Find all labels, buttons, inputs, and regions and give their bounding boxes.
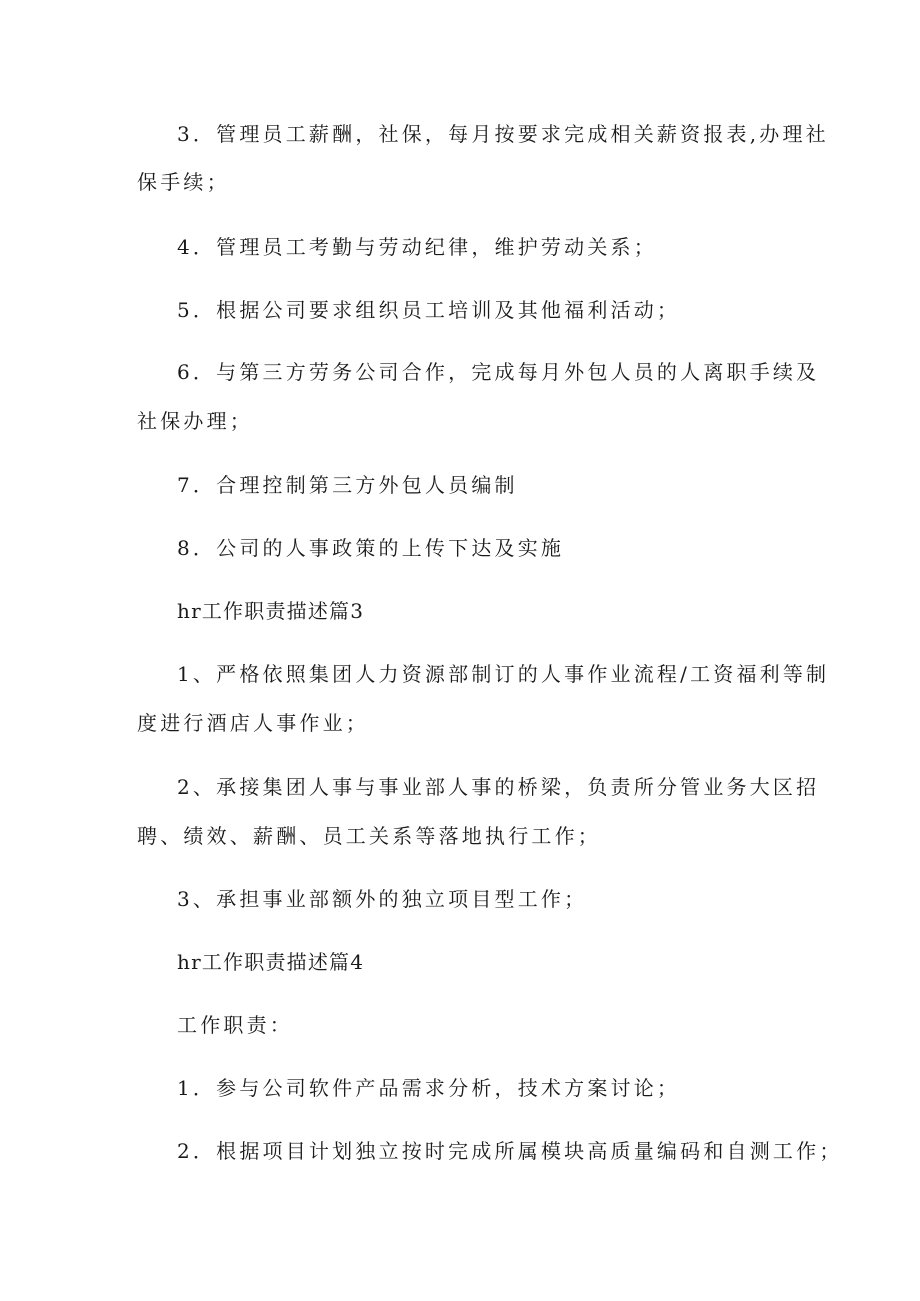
paragraph-3-line-2: 保手续； <box>137 170 230 194</box>
section-3-item-2-line-2: 聘、绩效、薪酬、员工关系等落地执行工作； <box>137 824 601 848</box>
paragraph-5: 5．根据公司要求组织员工培训及其他福利活动； <box>177 298 681 322</box>
section-3-item-2-line-1: 2、承接集团人事与事业部人事的桥梁，负责所分管业务大区招 <box>177 775 820 799</box>
section-heading-4: hr工作职责描述篇4 <box>177 950 365 974</box>
section-4-item-1: 1．参与公司软件产品需求分析，技术方案讨论； <box>177 1076 681 1100</box>
paragraph-6-line-1: 6．与第三方劳务公司合作，完成每月外包人员的人离职手续及 <box>177 360 820 384</box>
paragraph-8: 8．公司的人事政策的上传下达及实施 <box>177 536 565 560</box>
paragraph-4: 4．管理员工考勤与劳动纪律，维护劳动关系； <box>177 235 657 259</box>
section-3-item-1-line-2: 度进行酒店人事作业； <box>137 711 369 735</box>
paragraph-7: 7．合理控制第三方外包人员编制 <box>177 473 518 497</box>
section-3-item-1-line-1: 1、严格依照集团人力资源部制订的人事作业流程/工资福利等制 <box>177 662 830 686</box>
paragraph-6-line-2: 社保办理； <box>137 409 253 433</box>
section-4-subheading: 工作职责： <box>177 1013 293 1037</box>
section-3-item-3: 3、承担事业部额外的独立项目型工作； <box>177 887 588 911</box>
section-heading-3: hr工作职责描述篇3 <box>177 599 365 623</box>
section-4-item-2: 2．根据项目计划独立按时完成所属模块高质量编码和自测工作； <box>177 1139 843 1163</box>
paragraph-3-line-1: 3．管理员工薪酬，社保，每月按要求完成相关薪资报表,办理社 <box>177 122 829 146</box>
